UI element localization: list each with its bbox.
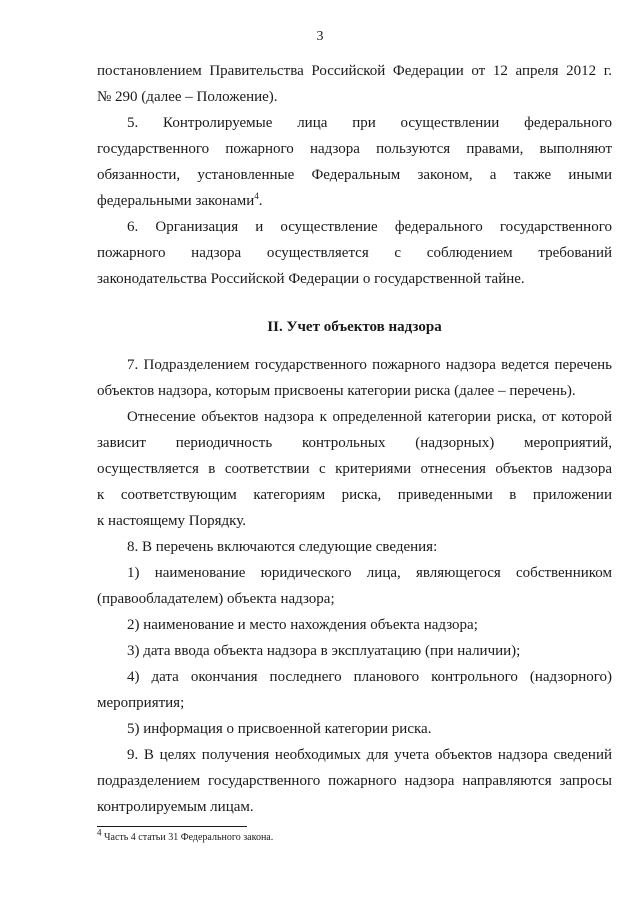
document-body — [97, 58, 612, 820]
text-line — [97, 188, 612, 214]
list-item-3 — [97, 638, 612, 664]
section-heading: II. Учет объектов надзора — [267, 319, 442, 335]
text-line: к соответствующим категориям риска, приведенными в приложении — [97, 487, 612, 503]
list-item-2 — [97, 612, 612, 638]
text-line: 2) наименование и место нахождения объекта надзора; — [127, 617, 478, 633]
paragraph-continuation — [97, 58, 612, 110]
paragraph-9 — [97, 742, 612, 820]
paragraph-7 — [97, 352, 612, 404]
text-line: объектов надзора, которым присвоены категории риска (далее – перечень). — [97, 383, 576, 399]
text-line: постановлением Правительства Российской Федерации от 12 апреля 2012 г. — [97, 63, 612, 79]
text-line: осуществляется в соответствии с критериями отнесения объектов надзора — [97, 461, 612, 477]
text-line: 3) дата ввода объекта надзора в эксплуатацию (при наличии); — [127, 643, 521, 659]
footnote-marker: 4 — [97, 827, 102, 838]
text-fragment: федеральными законами — [97, 193, 255, 209]
paragraph-5 — [97, 110, 612, 214]
list-item-5 — [97, 716, 612, 742]
text-line: подразделением государственного пожарного надзора направляются запросы — [97, 773, 612, 789]
text-line: 4) дата окончания последнего планового контрольного (надзорного) — [127, 669, 612, 685]
paragraph-6 — [97, 214, 612, 292]
text-line: пожарного надзора осуществляется с соблюдением требований — [97, 245, 612, 261]
text-line: 8. В перечень включаются следующие сведения: — [127, 539, 438, 555]
text-line: зависит периодичность контрольных (надзорных) мероприятий, — [97, 435, 612, 451]
text-line: Отнесение объектов надзора к определенной категории риска, от которой — [127, 409, 612, 425]
text-line: контролируемым лицам. — [97, 799, 254, 815]
footnote-divider — [97, 826, 247, 827]
paragraph-8 — [97, 534, 612, 560]
page-number: 3 — [316, 29, 324, 44]
text-line: 6. Организация и осуществление федерального государственного — [127, 219, 612, 235]
text-fragment: . — [258, 193, 263, 209]
text-line: государственного пожарного надзора пользуются правами, выполняют — [97, 141, 612, 157]
list-item-4 — [97, 664, 612, 716]
text-line: 7. Подразделением государственного пожарного надзора ведется перечень — [127, 357, 612, 373]
text-line: 5. Контролируемые лица при осуществлении федерального — [127, 115, 612, 131]
paragraph-risk — [97, 404, 612, 534]
footnote — [97, 827, 274, 843]
text-line: к настоящему Порядку. — [97, 513, 246, 529]
text-line: 1) наименование юридического лица, являющегося собственником — [127, 565, 612, 581]
text-line: обязанности, установленные Федеральным законом, а также иными — [97, 167, 612, 183]
text-line: 5) информация о присвоенной категории риска. — [127, 721, 432, 737]
text-line: (правообладателем) объекта надзора; — [97, 591, 335, 607]
footnote-ref: 4 — [254, 191, 259, 201]
list-item-1 — [97, 560, 612, 612]
text-line: законодательства Российской Федерации о государственной тайне. — [97, 271, 525, 287]
footnote-text: Часть 4 статьи 31 Федерального закона. — [104, 832, 274, 843]
text-line: 9. В целях получения необходимых для учета объектов надзора сведений — [127, 747, 612, 763]
text-line: № 290 (далее – Положение). — [97, 89, 278, 105]
text-line: мероприятия; — [97, 695, 185, 711]
